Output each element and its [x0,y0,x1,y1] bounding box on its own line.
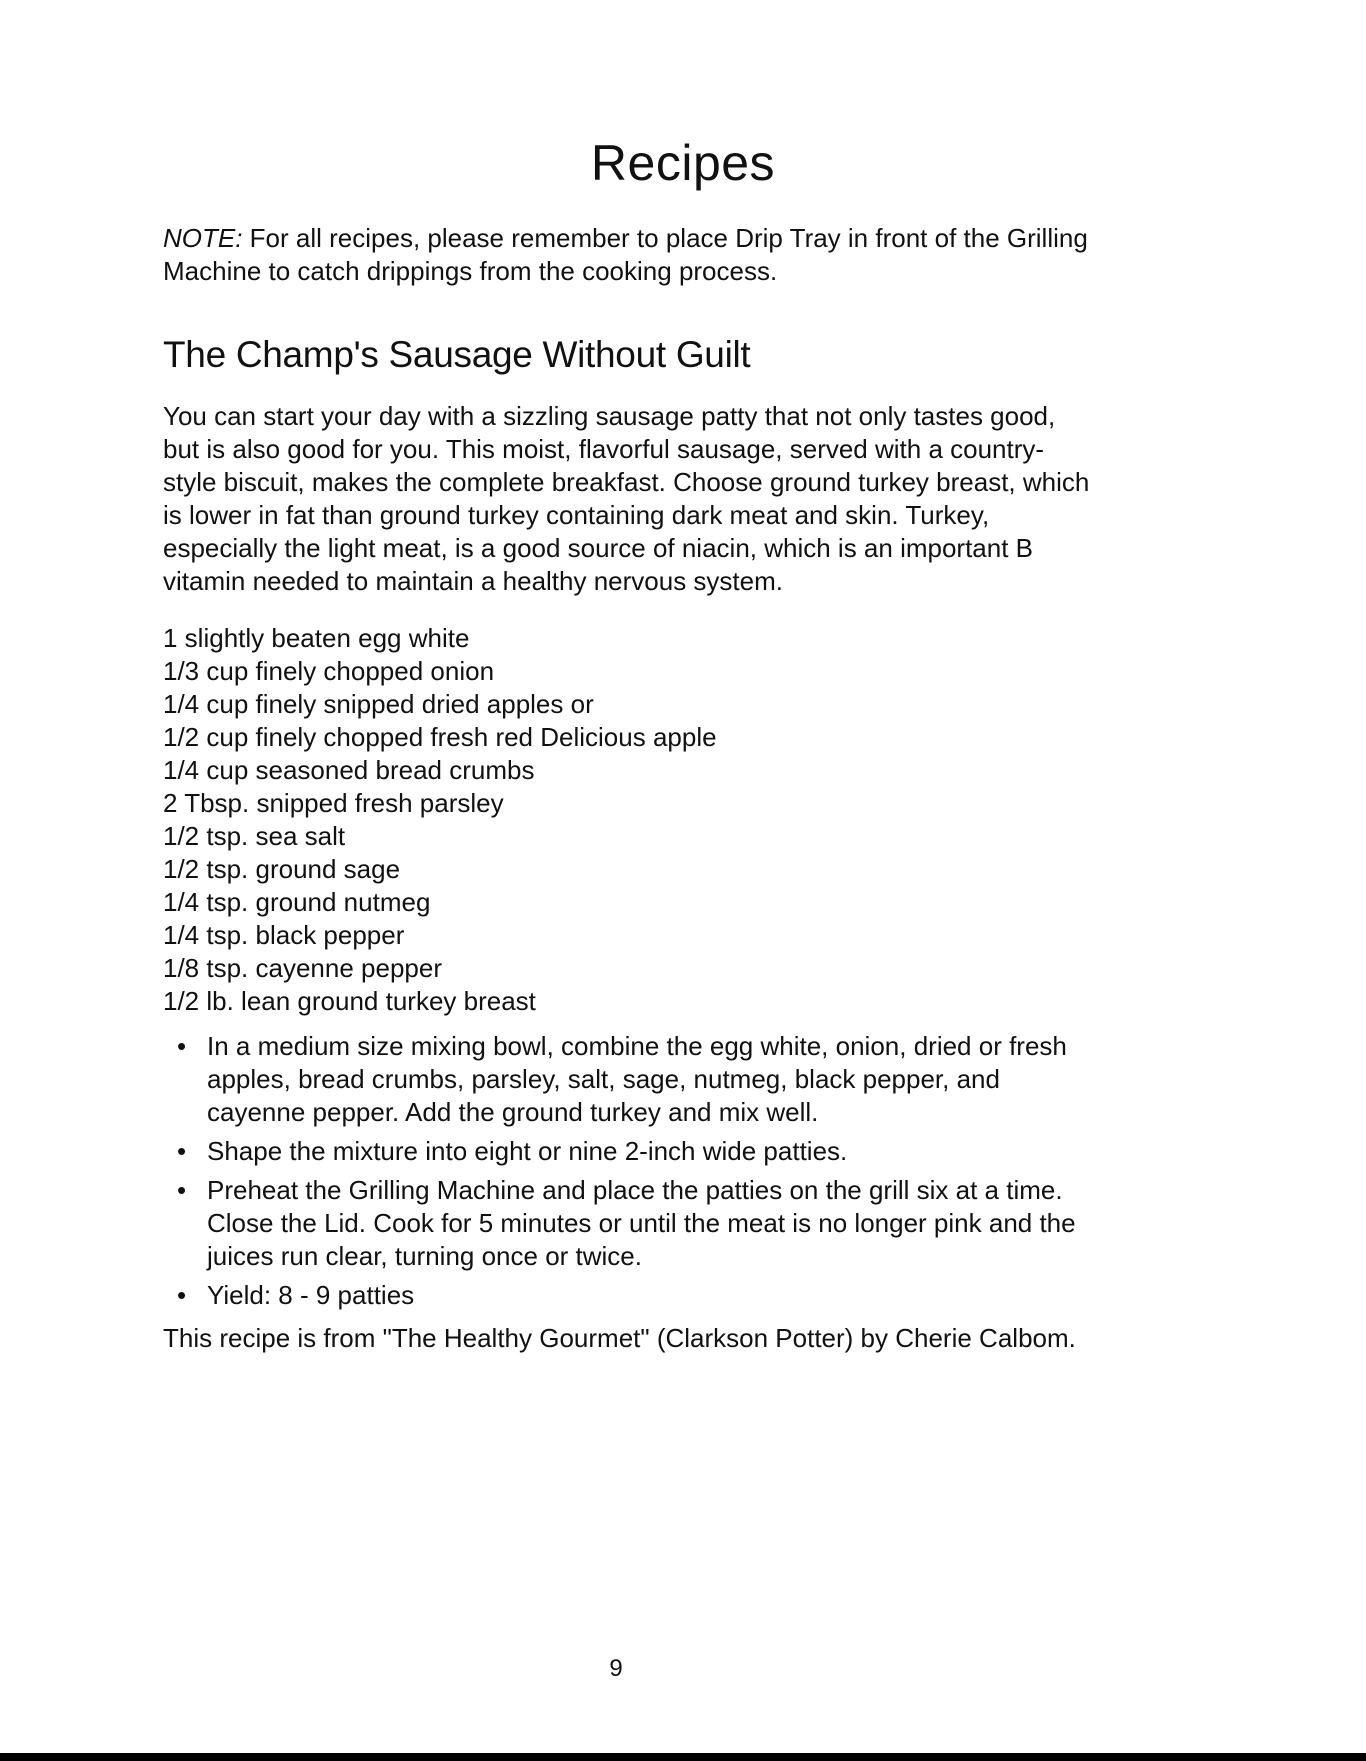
recipe-source: This recipe is from "The Healthy Gourmet" (Clarkson Potter) by Cherie Calbom. [163,1323,1076,1353]
page-number: 9 [609,1655,623,1682]
bullet-icon: • [177,1136,187,1166]
recipe-title: The Champ's Sausage Without Guilt [163,334,751,375]
step-item [163,1030,1093,1129]
bullet-icon: • [177,1280,187,1310]
step-text: Preheat the Grilling Machine and place the patties on the grill six at a time. Close the Lid. Cook for 5 minutes or until the meat is no longer pink and the juices run clear, turning once or twice. [207,1175,1076,1271]
step-list [163,1030,1093,1312]
note-paragraph [163,222,1093,288]
page-title: Recipes [590,135,776,191]
step-text: Yield: 8 - 9 patties [207,1280,415,1310]
step-item [163,1135,1093,1168]
recipe-intro: You can start your day with a sizzling sausage patty that not only tastes good, but is also good for you. This moist, flavorful sausage, served with a country-style biscuit, makes the complete breakfast. Choose ground turkey breast, which is lower in fat than ground turkey containing dark meat and skin. Turkey, especially the light meat, is a good source of niacin, which is an important B vitamin needed to maintain a healthy nervous system. [163,401,1090,596]
ingredient-item: 1/4 cup finely snipped dried apples or [163,689,594,719]
ingredient-item: 1/3 cup finely chopped onion [163,656,495,686]
bottom-rule [0,1753,1366,1761]
ingredient-item: 1/2 cup finely chopped fresh red Delicious apple [163,722,717,752]
bullet-icon: • [177,1031,187,1061]
ingredient-item: 1/2 lb. lean ground turkey breast [163,986,536,1016]
ingredient-item: 1 slightly beaten egg white [163,623,470,653]
ingredient-item: 2 Tbsp. snipped fresh parsley [163,788,504,818]
ingredient-list [163,622,1093,1018]
step-text: In a medium size mixing bowl, combine the egg white, onion, dried or fresh apples, bread crumbs, parsley, salt, sage, nutmeg, black pepper, and cayenne pepper. Add the ground turkey and mix well. [207,1031,1067,1127]
ingredient-item: 1/2 tsp. ground sage [163,854,401,884]
step-item [163,1279,1093,1312]
step-item [163,1174,1093,1273]
ingredient-item: 1/4 tsp. ground nutmeg [163,887,431,917]
note-text: For all recipes, please remember to place Drip Tray in front of the Grilling Machine to catch drippings from the cooking process. [163,223,1088,286]
page-content [163,222,1093,1355]
ingredient-item: 1/4 tsp. black pepper [163,920,405,950]
ingredient-item: 1/8 tsp. cayenne pepper [163,953,442,983]
note-label: NOTE: [163,223,243,253]
ingredient-item: 1/2 tsp. sea salt [163,821,346,851]
bullet-icon: • [177,1175,187,1205]
step-text: Shape the mixture into eight or nine 2-inch wide patties. [207,1136,848,1166]
ingredient-item: 1/4 cup seasoned bread crumbs [163,755,535,785]
